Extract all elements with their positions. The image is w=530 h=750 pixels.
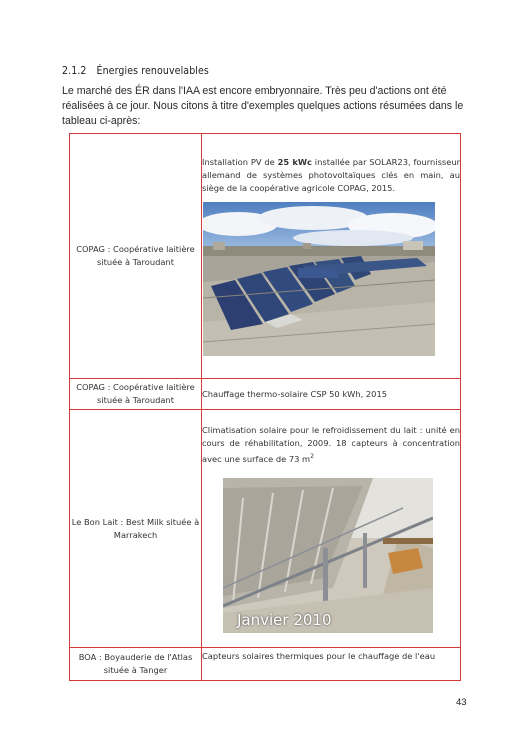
table-row [70,648,461,681]
table-row [70,134,461,379]
photo-caption: Janvier 2010 [237,610,332,629]
desc-cell: Capteurs solaires thermiques pour le chauffage de l'eau [202,648,461,681]
desc-text [202,424,460,466]
desc-cell [202,134,461,379]
photo-pv-rooftop [203,202,435,356]
section-heading [62,65,209,77]
org-cell: BOA : Boyauderie de l'Atlas située à Tanger [70,648,202,681]
desc-text-bold: 25 kWc [277,157,312,167]
table-row [70,379,461,410]
desc-text-part: Installation PV de [202,157,278,167]
section-number: 2.1.2 [62,65,87,77]
desc-cell: Chauffage thermo-solaire CSP 50 kWh, 2015 [202,379,461,410]
desc-cell [202,410,461,648]
org-cell: COPAG : Coopérative laitière située à Taroudant [70,379,202,410]
pv-rooftop-image [203,202,435,356]
section-title: Énergies renouvelables [96,65,209,77]
intro-paragraph: Le marché des ÉR dans l'IAA est encore embryonnaire. Très peu d'actions ont été réalisées à ce jour. Nous citons à titre d'exemples quelques actions résumées dans le tableau ci-après: [62,85,464,127]
table-row [70,410,461,648]
solar-concentrators-image [223,478,433,633]
renewable-actions-table [69,133,461,681]
org-cell: COPAG : Coopérative laitière située à Taroudant [70,134,202,379]
org-cell: Le Bon Lait : Best Milk située à Marrakech [70,410,202,648]
page-number: 43 [456,697,467,708]
photo-solar-concentrators [223,478,433,633]
desc-superscript: 2 [310,453,314,461]
desc-text-part: Climatisation solaire pour le refroidissement du lait : unité en cours de réhabilitation, 2009. 18 capteurs à concentration avec une surface de 73 m [202,425,460,464]
desc-text [202,156,460,195]
desc-text-part: installée par SOLAR23, fournisseur allemand de systèmes photovoltaïques clés en main, au siège de la coopérative agricole COPAG, 2015. [202,157,460,193]
